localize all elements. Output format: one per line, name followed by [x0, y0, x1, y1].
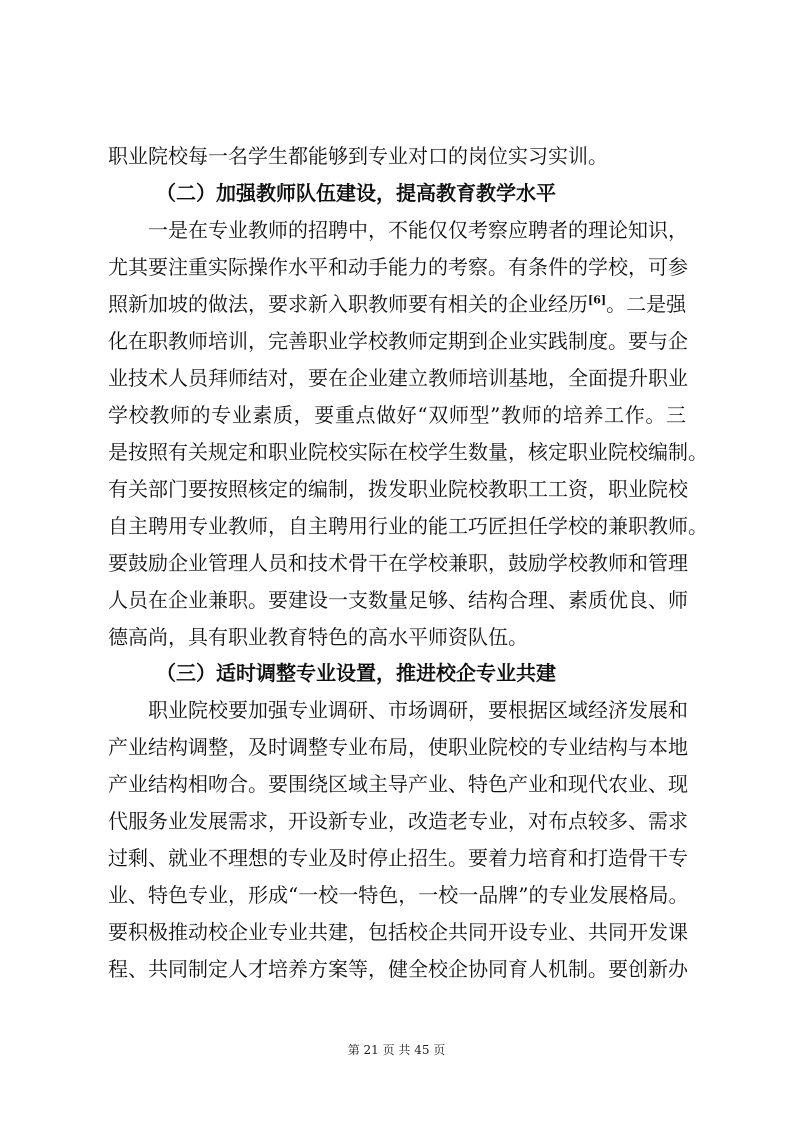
paragraph-text: 。二是强 [606, 292, 687, 316]
paragraph-line: 尤其要注重实际操作水平和动手能力的考察。有条件的学校，可参 [108, 255, 688, 279]
paragraph-line-with-citation [108, 292, 686, 316]
paragraph-line: 程、共同制定人才培养方案等，健全校企协同育人机制。要创新办 [108, 957, 688, 981]
paragraph-line: 过剩、就业不理想的专业及时停止招生。要着力培育和打造骨干专 [108, 846, 688, 870]
paragraph-line: 代服务业发展需求，开设新专业，改造老专业，对布点较多、需求 [108, 809, 688, 833]
paragraph-line: 职业院校要加强专业调研、市场调研，要根据区域经济发展和 [148, 698, 688, 722]
page-number-footer: 第 21 页 共 45 页 [347, 1043, 446, 1057]
paragraph-text: 照新加坡的做法，要求新入职教师要有相关的企业经历 [108, 292, 588, 316]
paragraph-line: 有关部门要按照核定的编制，拨发职业院校教职工工资，职业院校 [108, 477, 688, 501]
paragraph-line: 是按照有关规定和职业院校实际在校学生数量，核定职业院校编制。 [108, 440, 708, 464]
section-heading-3: （三）适时调整专业设置，推进校企专业共建 [156, 661, 556, 685]
section-heading-2: （二）加强教师队伍建设，提高教育教学水平 [156, 181, 556, 205]
paragraph-line: 产业结构相吻合。要围绕区域主导产业、特色产业和现代农业、现 [108, 772, 688, 796]
paragraph-line: 自主聘用专业教师，自主聘用行业的能工巧匠担任学校的兼职教师。 [108, 514, 708, 538]
paragraph-line: 业、特色专业，形成“一校一特色，一校一品牌”的专业发展格局。 [108, 883, 689, 907]
paragraph-line: 学校教师的专业素质，要重点做好“双师型”教师的培养工作。三 [108, 403, 686, 427]
paragraph-line: 德高尚，具有职业教育特色的高水平师资队伍。 [108, 625, 528, 649]
paragraph-line: 产业结构调整，及时调整专业布局，使职业院校的专业结构与本地 [108, 735, 688, 759]
paragraph-line: 职业院校每一名学生都能够到专业对口的岗位实习实训。 [108, 144, 608, 168]
paragraph-line: 化在职教师培训，完善职业学校教师定期到企业实践制度。要与企 [108, 329, 688, 353]
citation-reference: [6] [588, 293, 607, 307]
paragraph-line: 要积极推动校企业专业共建，包括校企共同开设专业、共同开发课 [108, 920, 688, 944]
paragraph-line: 一是在专业教师的招聘中，不能仅仅考察应聘者的理论知识， [148, 218, 688, 242]
paragraph-line: 人员在企业兼职。要建设一支数量足够、结构合理、素质优良、师 [108, 588, 688, 612]
paragraph-line: 要鼓励企业管理人员和技术骨干在学校兼职，鼓励学校教师和管理 [108, 551, 688, 575]
paragraph-line: 业技术人员拜师结对，要在企业建立教师培训基地，全面提升职业 [108, 366, 688, 390]
